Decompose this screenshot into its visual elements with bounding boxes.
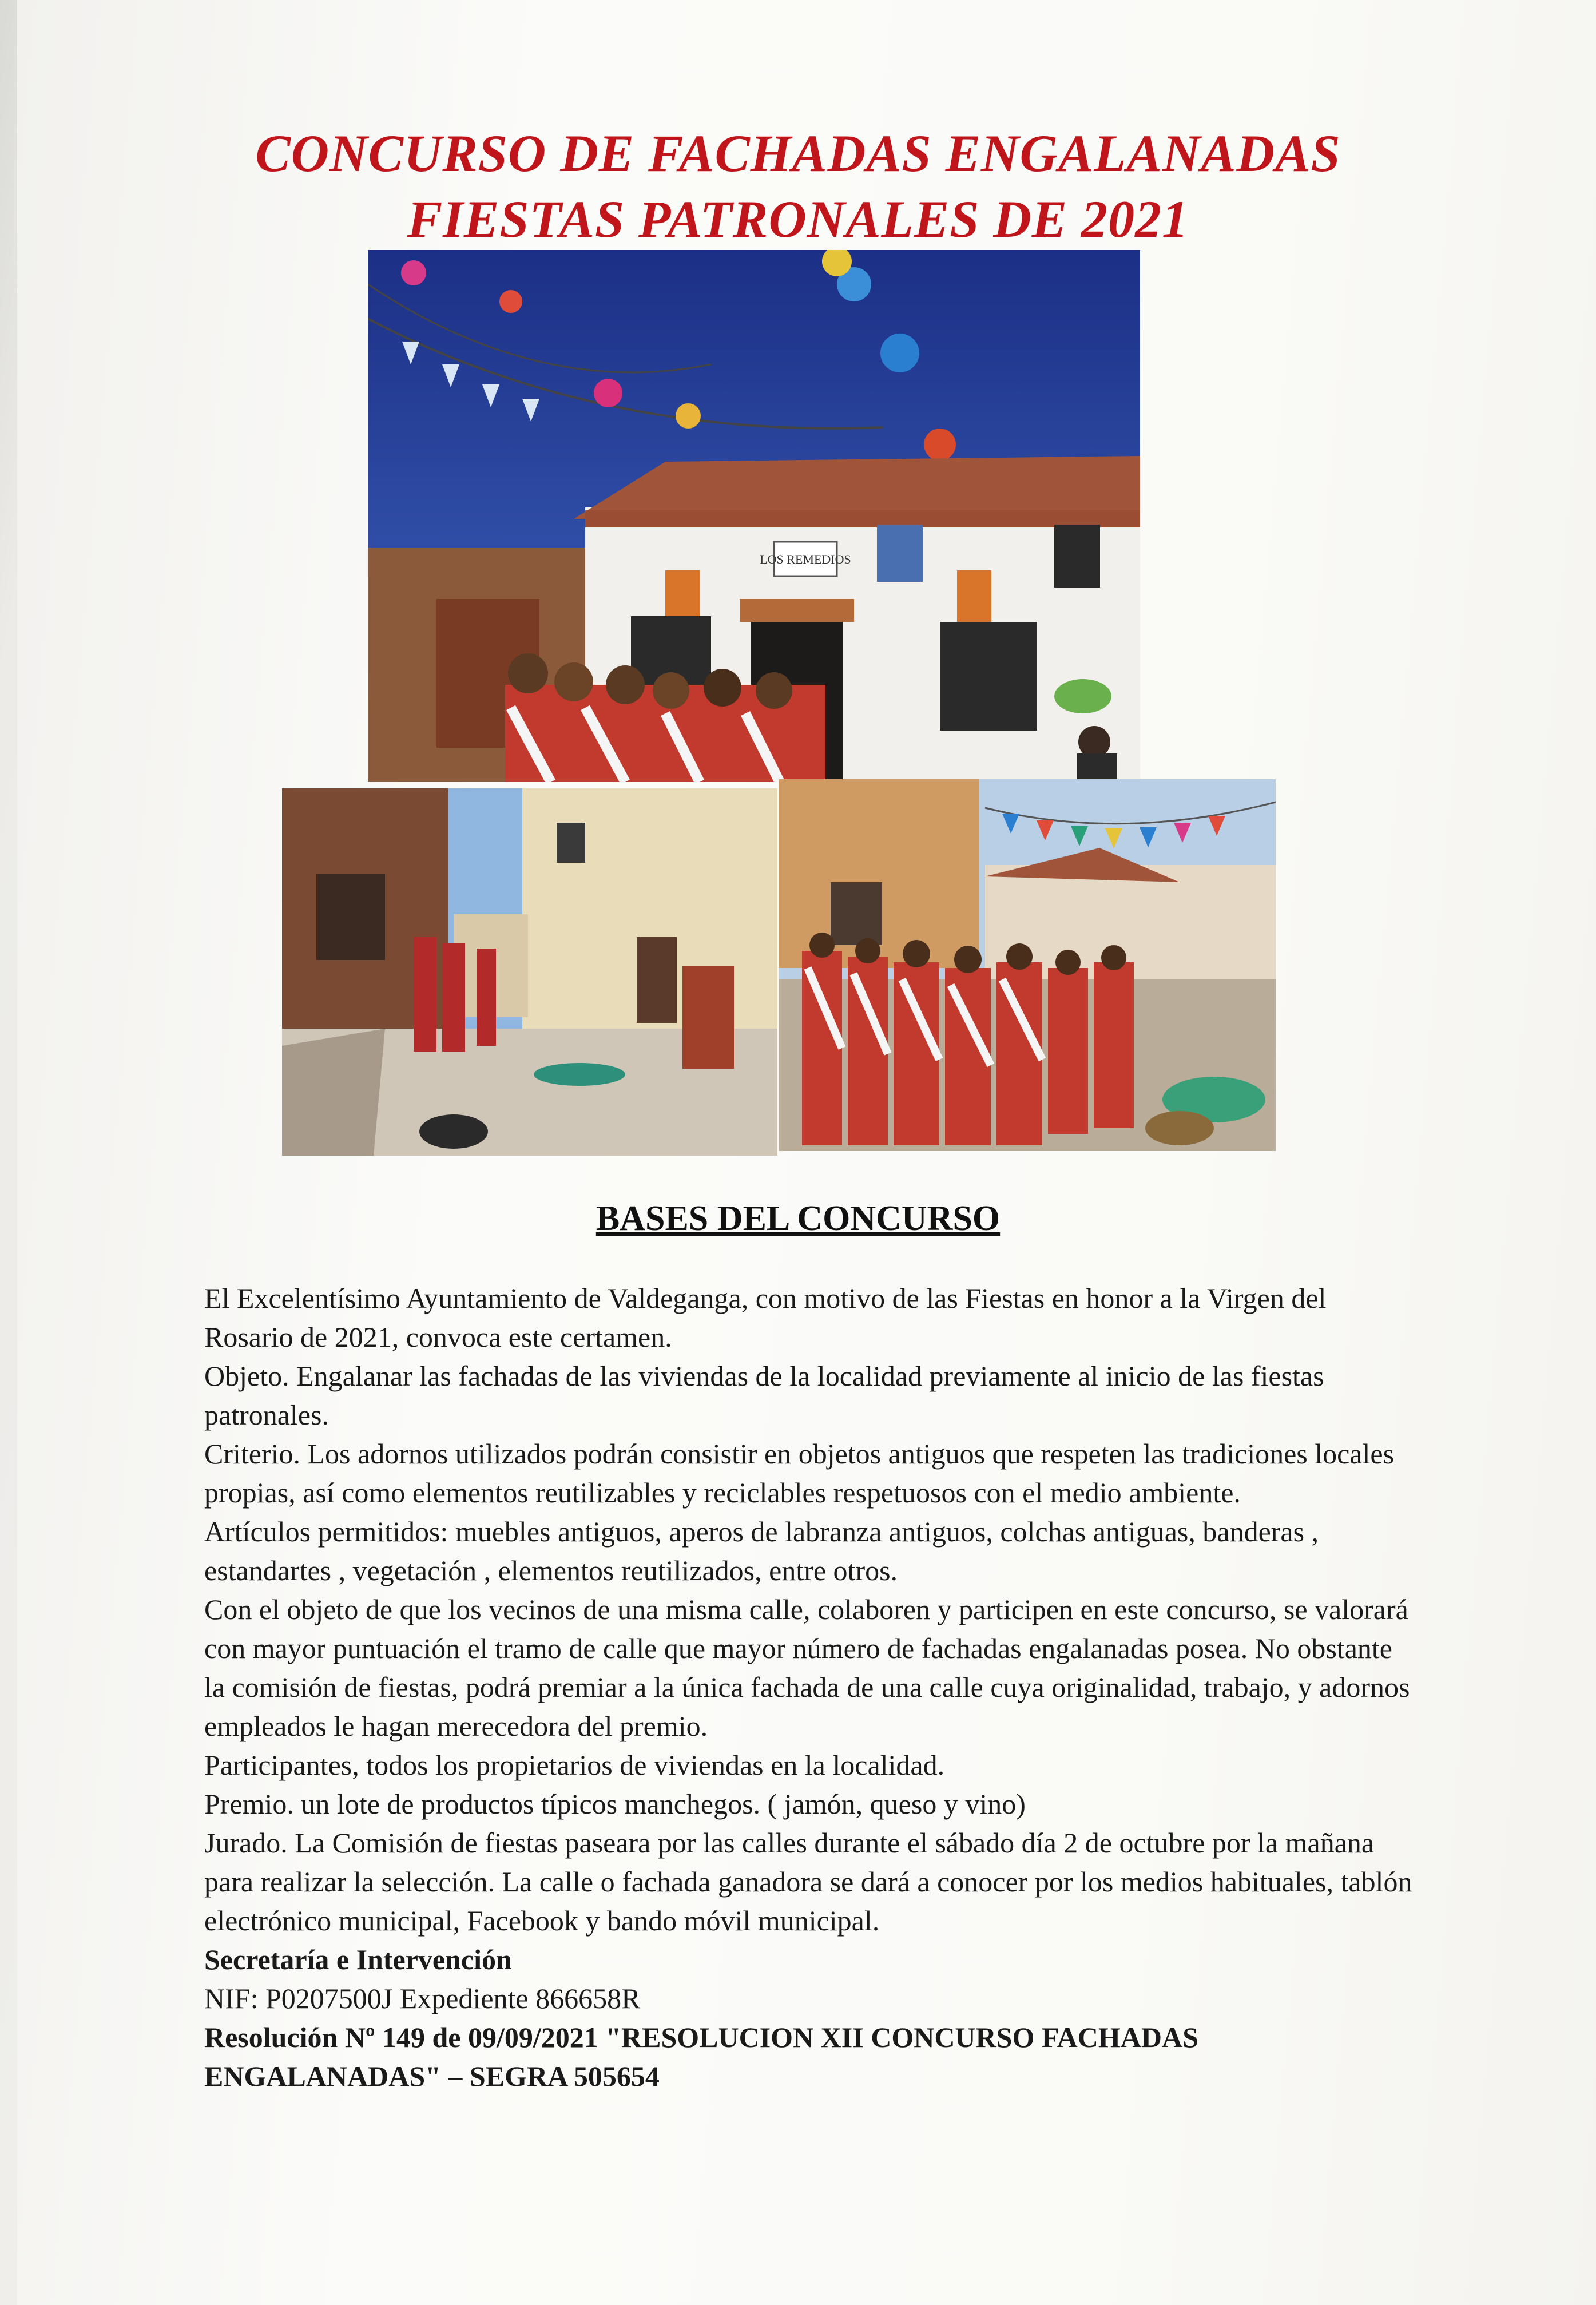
photo-decorated-facade xyxy=(368,250,1140,782)
paragraph-articulos: Artículos permitidos: muebles antiguos, aperos de labranza antiguos, colchas antiguas, banderas , estandartes , vegetación , elementos reutilizados, entre otros. xyxy=(204,1515,1319,1586)
paragraph-intro: El Excelentísimo Ayuntamiento de Valdeganga, con motivo de las Fiestas en honor a la Virgen del Rosario de 2021, convoca este certamen. xyxy=(204,1282,1327,1353)
house-sign: LOS REMEDIOS xyxy=(760,552,851,566)
title-line-2: FIESTAS PATRONALES DE 2021 xyxy=(407,190,1189,248)
paragraph-criterio: Criterio. Los adornos utilizados podrán consistir en objetos antiguos que respeten las tradiciones locales propias, así como elementos reutilizables y reciclables respetuosos con el medio ambiente. xyxy=(204,1438,1395,1509)
paragraph-valoracion: Con el objeto de que los vecinos de una misma calle, colaboren y participen en este concurso, se valorará con mayor puntuación el tramo de calle que mayor número de fachadas engalanadas posea. No obstante la comisión de fiestas, podrá premiar a la única fachada de una calle cuya originalidad, trabajo, y adornos empleados le hagan merecedora del premio. xyxy=(204,1593,1410,1742)
footer-resolution: Resolución Nº 149 de 09/09/2021 "RESOLUCION XII CONCURSO FACHADAS ENGALANADAS" – SEGRA 505654 xyxy=(204,2021,1198,2092)
title-line-1: CONCURSO DE FACHADAS ENGALANADAS xyxy=(255,124,1341,183)
paragraph-jurado: Jurado. La Comisión de fiestas paseara por las calles durante el sábado día 2 de octubre por la mañana para realizar la selección. La calle o fachada ganadora se dará a conocer por los medios habituales, tablón electrónico municipal, Facebook y bando móvil municipal. xyxy=(204,1827,1412,1937)
paragraph-participantes: Participantes, todos los propietarios de viviendas en la localidad. xyxy=(204,1749,945,1781)
footer-nif: NIF: P0207500J Expediente 866658R xyxy=(204,1982,641,2014)
section-heading: BASES DEL CONCURSO xyxy=(595,1199,1001,1238)
paragraph-objeto: Objeto. Engalanar las fachadas de las viviendas de la localidad previamente al inicio de las fiestas patronales. xyxy=(204,1360,1324,1431)
photo-street-procession xyxy=(282,788,777,1156)
footer-department: Secretaría e Intervención xyxy=(204,1943,512,1975)
contest-rules-text xyxy=(204,1279,1417,2096)
paragraph-premio: Premio. un lote de productos típicos manchegos. ( jamón, queso y vino) xyxy=(204,1788,1026,1820)
photo-women-bunting xyxy=(779,779,1276,1151)
